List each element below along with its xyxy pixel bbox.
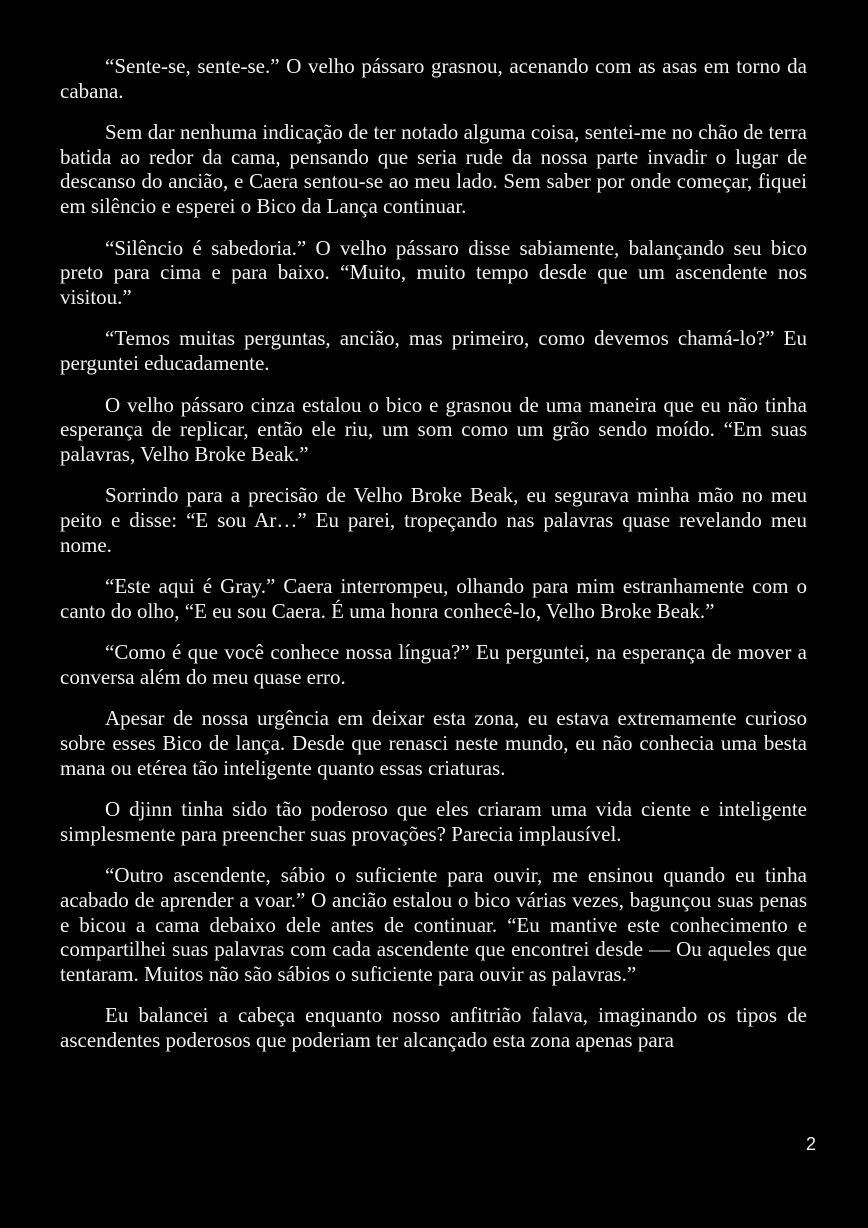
paragraph: “Outro ascendente, sábio o suficiente para ouvir, me ensinou quando eu tinha acabado de aprender a voar.” O ancião estalou o bico várias vezes, bagunçou suas penas e bicou a cama debaixo dele antes de continuar. “Eu mantive este conhecimento e compartilhei suas palavras com cada ascendente que encontrei desde — Ou aqueles que tentaram. Muitos não são sábios o suficiente para ouvir as palavras.” — [60, 863, 807, 986]
page-number: 2 — [805, 1134, 816, 1154]
paragraph: “Como é que você conhece nossa língua?” Eu perguntei, na esperança de mover a conversa além do meu quase erro. — [60, 640, 807, 689]
paragraph: “Silêncio é sabedoria.” O velho pássaro disse sabiamente, balançando seu bico preto para cima e para baixo. “Muito, muito tempo desde que um ascendente nos visitou.” — [60, 235, 807, 309]
paragraph: “Temos muitas perguntas, ancião, mas primeiro, como devemos chamá-lo?” Eu perguntei educadamente. — [60, 326, 807, 375]
paragraph: Sorrindo para a precisão de Velho Broke Beak, eu segurava minha mão no meu peito e disse: “E sou Ar…” Eu parei, tropeçando nas palavras quase revelando meu nome. — [60, 483, 807, 557]
body-text — [60, 54, 807, 1053]
paragraph: Apesar de nossa urgência em deixar esta zona, eu estava extremamente curioso sobre esses Bico de lança. Desde que renasci neste mundo, eu não conhecia uma besta mana ou etérea tão inteligente quanto essas criaturas. — [60, 706, 807, 780]
paragraph: O djinn tinha sido tão poderoso que eles criaram uma vida ciente e inteligente simplesmente para preencher suas provações? Parecia implausível. — [60, 797, 807, 846]
paragraph: Sem dar nenhuma indicação de ter notado alguma coisa, sentei-me no chão de terra batida ao redor da cama, pensando que seria rude da nossa parte invadir o lugar de descanso do ancião, e Caera sentou-se ao meu lado. Sem saber por onde começar, fiquei em silêncio e esperei o Bico da Lança continuar. — [60, 120, 807, 218]
paragraph: Eu balancei a cabeça enquanto nosso anfitrião falava, imaginando os tipos de ascendentes poderosos que poderiam ter alcançado esta zona apenas para — [60, 1003, 807, 1052]
paragraph: “Sente-se, sente-se.” O velho pássaro grasnou, acenando com as asas em torno da cabana. — [60, 54, 807, 103]
paragraph: “Este aqui é Gray.” Caera interrompeu, olhando para mim estranhamente com o canto do olho, “E eu sou Caera. É uma honra conhecê-lo, Velho Broke Beak.” — [60, 574, 807, 623]
paragraph: O velho pássaro cinza estalou o bico e grasnou de uma maneira que eu não tinha esperança de replicar, então ele riu, um som como um grão sendo moído. “Em suas palavras, Velho Broke Beak.” — [60, 392, 807, 466]
